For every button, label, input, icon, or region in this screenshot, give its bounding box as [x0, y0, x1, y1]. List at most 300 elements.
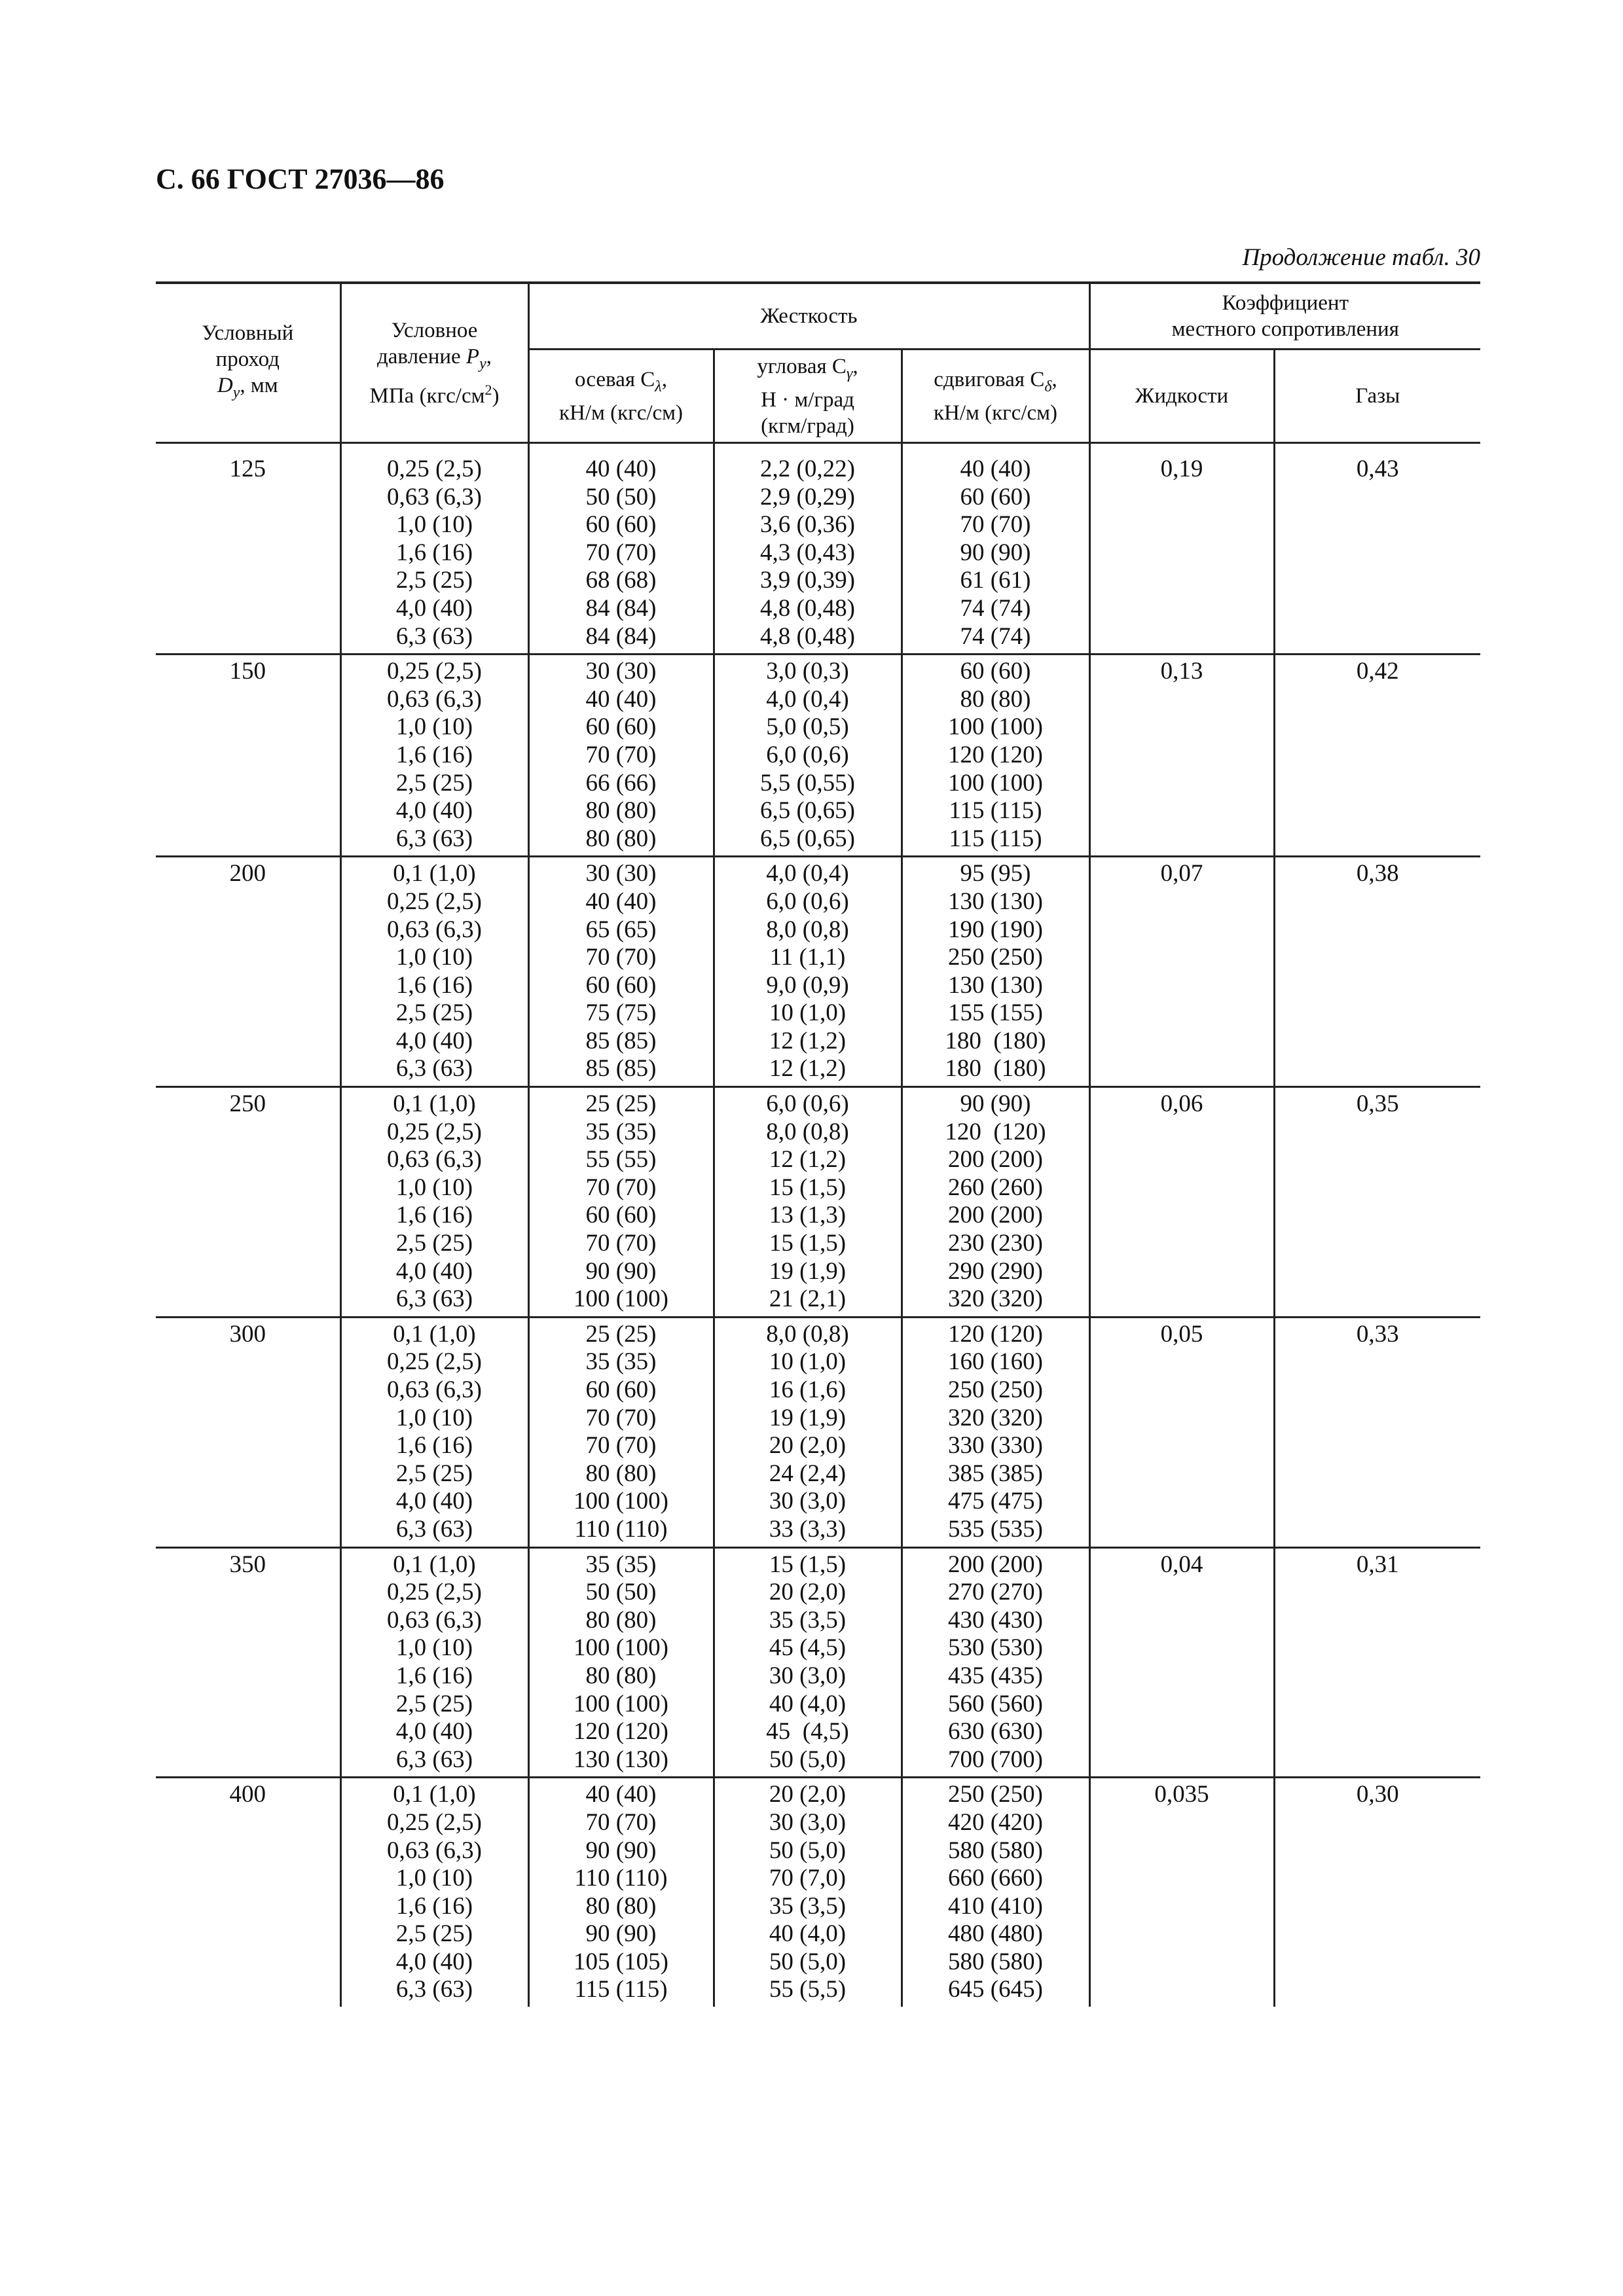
axial-comma: , [661, 367, 667, 391]
cell-axial [528, 655, 714, 857]
cell-line: 6,3 (63) [395, 1285, 473, 1313]
row-group-dn [156, 1087, 1480, 1318]
cell-nominal-diameter: 400 [156, 1778, 340, 2007]
cell-line: 80 (80) [585, 1892, 657, 1920]
cell-gases: 0,31 [1274, 1547, 1480, 1778]
cell-axial [528, 1087, 714, 1318]
angular-label: угловая С [757, 354, 847, 378]
cell-line: 580 (580) [948, 1948, 1043, 1975]
coef-line1: Коэффициент [1222, 291, 1349, 315]
cell-line: 0,63 (6,3) [387, 483, 482, 511]
cell-line: 61 (61) [960, 567, 1031, 594]
cell-line: 0,63 (6,3) [387, 1606, 482, 1634]
col-nominal-pressure [340, 283, 528, 443]
cell-line: 2,9 (0,29) [760, 483, 855, 511]
cell-line: 1,6 (16) [395, 1432, 473, 1460]
cell-pressure [340, 1547, 528, 1778]
cell-line: 115 (115) [949, 797, 1042, 825]
cell-line: 0,1 (1,0) [393, 1781, 476, 1808]
cell-line: 130 (130) [948, 971, 1043, 999]
cell-gases: 0,43 [1274, 453, 1480, 655]
cell-line: 50 (5,0) [769, 1948, 847, 1975]
cell-nominal-diameter: 150 [156, 655, 340, 857]
cell-line: 5,5 (0,55) [760, 769, 855, 797]
cell-shear [902, 655, 1089, 857]
cell-line: 60 (60) [960, 483, 1031, 511]
cell-shear [902, 1317, 1089, 1547]
cell-line: 84 (84) [585, 594, 657, 622]
cell-line: 2,2 (0,22) [760, 456, 855, 482]
cell-line: 10 (1,0) [769, 999, 847, 1027]
cell-line: 50 (5,0) [769, 1837, 847, 1864]
cell-line: 45 (4,5) [769, 1634, 847, 1662]
row-group-dn [156, 857, 1480, 1087]
cell-shear [902, 857, 1089, 1087]
cell-line: 1,6 (16) [395, 539, 473, 566]
cell-line: 0,25 (2,5) [387, 456, 482, 482]
cell-line: 40 (40) [585, 1781, 657, 1808]
angular-line1 [718, 353, 898, 387]
table-row [156, 857, 1480, 1087]
cell-line: 0,25 (2,5) [387, 888, 482, 915]
cell-line: 0,63 (6,3) [387, 1837, 482, 1864]
cell-line: 0,25 (2,5) [387, 658, 482, 685]
cell-line: 100 (100) [574, 1488, 668, 1515]
cell-angular [714, 1317, 902, 1547]
cell-axial [528, 453, 714, 655]
cell-line: 1,6 (16) [395, 971, 473, 999]
cell-line: 70 (70) [585, 1230, 657, 1257]
cell-line: 40 (4,0) [769, 1690, 847, 1717]
cell-line: 30 (30) [585, 860, 657, 888]
cell-angular [714, 857, 902, 1087]
table-row [156, 1778, 1480, 2007]
cell-line: 68 (68) [585, 567, 657, 594]
table-row [156, 1317, 1480, 1547]
cell-nominal-diameter: 350 [156, 1547, 340, 1778]
axial-line1 [532, 367, 710, 400]
cell-line: 20 (2,0) [769, 1432, 847, 1460]
cell-line: 120 (120) [948, 741, 1043, 768]
pressure-superscript: 2 [484, 381, 492, 398]
col-angular-stiffness [714, 350, 902, 443]
cell-line: 9,0 (0,9) [766, 971, 849, 999]
cell-line: 0,1 (1,0) [393, 860, 476, 888]
header-rule [1089, 443, 1274, 454]
cell-line: 15 (1,5) [769, 1551, 847, 1578]
cell-line: 250 (250) [948, 1376, 1043, 1403]
cell-line: 90 (90) [585, 1257, 657, 1285]
cell-line: 3,6 (0,36) [760, 511, 855, 539]
cell-line: 24 (2,4) [769, 1460, 847, 1487]
cell-line: 90 (90) [585, 1837, 657, 1864]
cell-line: 700 (700) [948, 1746, 1043, 1773]
cell-line: 3,9 (0,39) [760, 567, 855, 594]
cell-pressure [340, 857, 528, 1087]
col-nominal-diameter-line2: проход [215, 348, 280, 371]
cell-line: 80 (80) [960, 685, 1031, 713]
cell-line: 40 (40) [585, 456, 657, 482]
cell-line: 475 (475) [948, 1488, 1043, 1515]
cell-line: 1,0 (10) [395, 511, 473, 539]
cell-line: 15 (1,5) [769, 1174, 847, 1201]
row-group-dn [156, 453, 1480, 655]
cell-line: 580 (580) [948, 1837, 1043, 1864]
cell-line: 25 (25) [585, 1090, 657, 1118]
cell-line: 320 (320) [948, 1404, 1043, 1431]
cell-gases: 0,30 [1274, 1778, 1480, 2007]
axial-label: осевая С [575, 367, 655, 391]
cell-gases: 0,38 [1274, 857, 1480, 1087]
cell-liquids: 0,13 [1089, 655, 1274, 857]
cell-line: 155 (155) [948, 999, 1043, 1027]
shear-subscript: δ [1044, 378, 1052, 395]
cell-line: 660 (660) [948, 1865, 1043, 1892]
cell-line: 50 (5,0) [769, 1746, 847, 1773]
col-pressure-line1: Условное [391, 318, 478, 342]
cell-line: 1,0 (10) [395, 944, 473, 971]
col-gases: Газы [1274, 350, 1480, 443]
cell-line: 3,0 (0,3) [766, 658, 849, 685]
cell-line: 4,0 (40) [395, 594, 473, 622]
col-nominal-diameter-line3 [158, 372, 337, 406]
cell-line: 180 (180) [945, 1055, 1046, 1083]
cell-line: 6,3 (63) [395, 1746, 473, 1773]
cell-line: 5,0 (0,5) [766, 713, 849, 741]
header-rule [714, 443, 902, 454]
shear-label: сдвиговая С [934, 367, 1045, 391]
shear-line1 [905, 367, 1086, 400]
cell-line: 35 (3,5) [769, 1892, 847, 1920]
cell-line: 2,5 (25) [395, 1460, 473, 1487]
cell-line: 40 (4,0) [769, 1920, 847, 1948]
cell-line: 6,0 (0,6) [766, 741, 849, 768]
cell-line: 30 (3,0) [769, 1808, 847, 1836]
cell-line: 19 (1,9) [769, 1404, 847, 1431]
cell-line: 535 (535) [948, 1515, 1043, 1543]
cell-line: 190 (190) [948, 916, 1043, 943]
cell-line: 100 (100) [574, 1634, 668, 1662]
cell-line: 0,1 (1,0) [393, 1320, 476, 1348]
cell-line: 74 (74) [960, 622, 1031, 650]
cell-line: 180 (180) [945, 1027, 1046, 1054]
cell-line: 1,0 (10) [395, 1174, 473, 1201]
cell-line: 50 (50) [585, 483, 657, 511]
cell-line: 0,25 (2,5) [387, 1808, 482, 1836]
cell-gases: 0,42 [1274, 655, 1480, 857]
row-group-dn [156, 1778, 1480, 2007]
table-row [156, 1087, 1480, 1318]
pressure-unit: МПа (кгс/см [369, 384, 485, 408]
cell-angular [714, 1547, 902, 1778]
cell-line: 0,63 (6,3) [387, 1376, 482, 1403]
cell-line: 60 (60) [585, 1202, 657, 1229]
cell-angular [714, 1087, 902, 1318]
dn-subscript: у [232, 384, 240, 401]
cell-line: 35 (3,5) [769, 1606, 847, 1634]
cell-line: 4,0 (40) [395, 1027, 473, 1054]
cell-line: 60 (60) [585, 971, 657, 999]
cell-line: 70 (70) [585, 741, 657, 768]
cell-line: 65 (65) [585, 916, 657, 943]
cell-line: 0,63 (6,3) [387, 685, 482, 713]
cell-line: 250 (250) [948, 944, 1043, 971]
cell-line: 95 (95) [960, 860, 1031, 888]
cell-shear [902, 1087, 1089, 1318]
cell-line: 230 (230) [948, 1230, 1043, 1257]
cell-line: 35 (35) [585, 1348, 657, 1376]
cell-line: 1,6 (16) [395, 1892, 473, 1920]
header-rule [902, 443, 1089, 454]
cell-line: 6,3 (63) [395, 622, 473, 650]
cell-line: 84 (84) [585, 622, 657, 650]
cell-line: 200 (200) [948, 1146, 1043, 1174]
cell-line: 4,0 (40) [395, 1948, 473, 1975]
cell-line: 60 (60) [960, 658, 1031, 685]
cell-line: 250 (250) [948, 1781, 1043, 1808]
cell-line: 1,0 (10) [395, 713, 473, 741]
cell-line: 16 (1,6) [769, 1376, 847, 1403]
cell-line: 8,0 (0,8) [766, 916, 849, 943]
cell-line: 645 (645) [948, 1976, 1043, 2003]
stiffness-table [156, 281, 1480, 2007]
cell-line: 4,0 (40) [395, 797, 473, 825]
cell-line: 21 (2,1) [769, 1285, 847, 1313]
cell-nominal-diameter: 300 [156, 1317, 340, 1547]
cell-line: 30 (3,0) [769, 1662, 847, 1689]
cell-nominal-diameter: 250 [156, 1087, 340, 1318]
col-group-resistance-coef [1089, 283, 1480, 350]
cell-line: 50 (50) [585, 1579, 657, 1606]
header-rule [156, 443, 340, 454]
cell-line: 20 (2,0) [769, 1579, 847, 1606]
cell-line: 270 (270) [948, 1579, 1043, 1606]
cell-line: 0,1 (1,0) [393, 1551, 476, 1578]
cell-line: 0,63 (6,3) [387, 916, 482, 943]
row-group-dn [156, 655, 1480, 857]
table-row [156, 1547, 1480, 1778]
cell-line: 60 (60) [585, 713, 657, 741]
cell-line: 66 (66) [585, 769, 657, 797]
cell-line: 70 (70) [585, 1432, 657, 1460]
cell-axial [528, 1778, 714, 2007]
cell-line: 55 (5,5) [769, 1976, 847, 2003]
cell-axial [528, 857, 714, 1087]
cell-line: 60 (60) [585, 1376, 657, 1403]
cell-line: 130 (130) [948, 888, 1043, 915]
table-row [156, 655, 1480, 857]
cell-line: 8,0 (0,8) [766, 1118, 849, 1145]
cell-line: 4,0 (40) [395, 1488, 473, 1515]
cell-pressure [340, 655, 528, 857]
cell-line: 19 (1,9) [769, 1257, 847, 1285]
cell-line: 20 (2,0) [769, 1781, 847, 1808]
cell-liquids: 0,05 [1089, 1317, 1274, 1547]
cell-angular [714, 1778, 902, 2007]
cell-line: 100 (100) [948, 769, 1043, 797]
cell-line: 1,6 (16) [395, 1202, 473, 1229]
cell-line: 6,0 (0,6) [766, 1090, 849, 1118]
cell-line: 55 (55) [585, 1146, 657, 1174]
cell-line: 80 (80) [585, 825, 657, 852]
table-continuation-label: Продолжение табл. 30 [1242, 244, 1480, 271]
cell-line: 6,5 (0,65) [760, 797, 855, 825]
cell-line: 6,0 (0,6) [766, 888, 849, 915]
cell-liquids: 0,07 [1089, 857, 1274, 1087]
cell-line: 12 (1,2) [769, 1146, 847, 1174]
table-header [156, 283, 1480, 453]
dn-unit: , мм [240, 374, 278, 397]
cell-line: 2,5 (25) [395, 1690, 473, 1717]
cell-line: 6,3 (63) [395, 1976, 473, 2003]
angular-unit-alt: (кгм/град) [761, 414, 854, 438]
col-nominal-diameter-line1: Условный [202, 321, 294, 345]
axial-subscript: λ [655, 378, 662, 395]
cell-line: 1,0 (10) [395, 1865, 473, 1892]
cell-line: 80 (80) [585, 797, 657, 825]
cell-line: 6,3 (63) [395, 1515, 473, 1543]
cell-line: 110 (110) [574, 1515, 668, 1543]
cell-line: 70 (7,0) [769, 1865, 847, 1892]
shear-unit: кН/м (кгс/см) [933, 401, 1058, 425]
cell-pressure [340, 1087, 528, 1318]
cell-line: 12 (1,2) [769, 1055, 847, 1083]
cell-line: 90 (90) [960, 1090, 1031, 1118]
pressure-symbol: P [465, 344, 480, 368]
cell-line: 35 (35) [585, 1551, 657, 1578]
cell-line: 6,5 (0,65) [760, 825, 855, 852]
cell-line: 100 (100) [574, 1690, 668, 1717]
cell-line: 330 (330) [948, 1432, 1043, 1460]
cell-liquids: 0,06 [1089, 1087, 1274, 1318]
cell-line: 0,25 (2,5) [387, 1118, 482, 1145]
cell-line: 1,0 (10) [395, 1634, 473, 1662]
cell-line: 115 (115) [574, 1976, 668, 2003]
cell-nominal-diameter: 125 [229, 456, 266, 482]
row-group-dn [156, 1317, 1480, 1547]
cell-liquids: 0,04 [1089, 1547, 1274, 1778]
cell-line: 120 (120) [945, 1118, 1046, 1145]
cell-line: 15 (1,5) [769, 1230, 847, 1257]
pressure-comma: , [486, 344, 492, 368]
cell-line: 70 (70) [585, 1174, 657, 1201]
cell-line: 4,0 (0,4) [766, 685, 849, 713]
cell-line: 6,3 (63) [395, 825, 473, 852]
cell-line: 10 (1,0) [769, 1348, 847, 1376]
dn-symbol: D [217, 374, 233, 397]
cell-pressure [340, 1778, 528, 2007]
cell-line: 115 (115) [949, 825, 1042, 852]
cell-liquids: 0,19 [1089, 453, 1274, 655]
cell-nominal-diameter: 200 [156, 857, 340, 1087]
cell-pressure [340, 453, 528, 655]
row-group-dn [156, 1547, 1480, 1778]
col-pressure-line2 [344, 344, 525, 377]
cell-line: 80 (80) [585, 1662, 657, 1689]
cell-line: 105 (105) [574, 1948, 668, 1975]
shear-comma: , [1051, 367, 1057, 391]
cell-line: 2,5 (25) [395, 769, 473, 797]
cell-line: 0,25 (2,5) [387, 1348, 482, 1376]
cell-line: 200 (200) [948, 1551, 1043, 1578]
cell-axial [528, 1547, 714, 1778]
table-row [156, 453, 1480, 655]
pressure-unit-close: ) [492, 384, 500, 408]
cell-line: 80 (80) [585, 1460, 657, 1487]
cell-line: 560 (560) [948, 1690, 1043, 1717]
cell-line: 12 (1,2) [769, 1027, 847, 1054]
col-nominal-diameter [156, 283, 340, 443]
cell-shear [902, 453, 1089, 655]
cell-line: 70 (70) [960, 511, 1031, 539]
cell-line: 120 (120) [948, 1320, 1043, 1348]
cell-line: 90 (90) [585, 1920, 657, 1948]
cell-axial [528, 1317, 714, 1547]
pressure-subscript: у [479, 355, 486, 372]
cell-line: 4,8 (0,48) [760, 622, 855, 650]
cell-line: 33 (3,3) [769, 1515, 847, 1543]
cell-line: 1,6 (16) [395, 1662, 473, 1689]
cell-line: 130 (130) [574, 1746, 668, 1773]
cell-line: 85 (85) [585, 1027, 657, 1054]
cell-shear [902, 1778, 1089, 2007]
cell-line: 430 (430) [948, 1606, 1043, 1634]
cell-line: 100 (100) [948, 713, 1043, 741]
cell-line: 80 (80) [585, 1606, 657, 1634]
header-rule [340, 443, 528, 454]
col-axial-stiffness [528, 350, 714, 443]
cell-line: 11 (1,1) [769, 944, 846, 971]
cell-line: 530 (530) [948, 1634, 1043, 1662]
cell-line: 420 (420) [948, 1808, 1043, 1836]
cell-line: 1,6 (16) [395, 741, 473, 768]
cell-line: 4,3 (0,43) [760, 539, 855, 566]
cell-line: 70 (70) [585, 539, 657, 566]
cell-line: 320 (320) [948, 1285, 1043, 1313]
cell-line: 2,5 (25) [395, 1230, 473, 1257]
pressure-label: давление [377, 344, 466, 368]
cell-line: 6,3 (63) [395, 1055, 473, 1083]
cell-line: 100 (100) [574, 1285, 668, 1313]
cell-line: 290 (290) [948, 1257, 1043, 1285]
cell-line: 4,0 (40) [395, 1718, 473, 1746]
col-shear-stiffness [902, 350, 1089, 443]
cell-line: 120 (120) [574, 1718, 668, 1746]
cell-shear [902, 1547, 1089, 1778]
cell-line: 2,5 (25) [395, 1920, 473, 1948]
cell-line: 1,0 (10) [395, 1404, 473, 1431]
angular-unit: Н · м/град [761, 387, 854, 412]
page-header: С. 66 ГОСТ 27036—86 [156, 163, 445, 195]
cell-line: 160 (160) [948, 1348, 1043, 1376]
cell-line: 35 (35) [585, 1118, 657, 1145]
cell-line: 4,0 (0,4) [766, 860, 849, 888]
header-rule [528, 443, 714, 454]
cell-line: 385 (385) [948, 1460, 1043, 1487]
axial-unit: кН/м (кгс/см) [558, 401, 684, 425]
cell-line: 0,25 (2,5) [387, 1579, 482, 1606]
angular-subscript: γ [846, 365, 853, 382]
cell-line: 410 (410) [948, 1892, 1043, 1920]
cell-line: 4,8 (0,48) [760, 594, 855, 622]
cell-line: 40 (40) [585, 888, 657, 915]
cell-line: 110 (110) [574, 1865, 668, 1892]
cell-line: 30 (30) [585, 658, 657, 685]
cell-liquids: 0,035 [1089, 1778, 1274, 2007]
cell-angular [714, 655, 902, 857]
cell-line: 8,0 (0,8) [766, 1320, 849, 1348]
cell-line: 60 (60) [585, 511, 657, 539]
